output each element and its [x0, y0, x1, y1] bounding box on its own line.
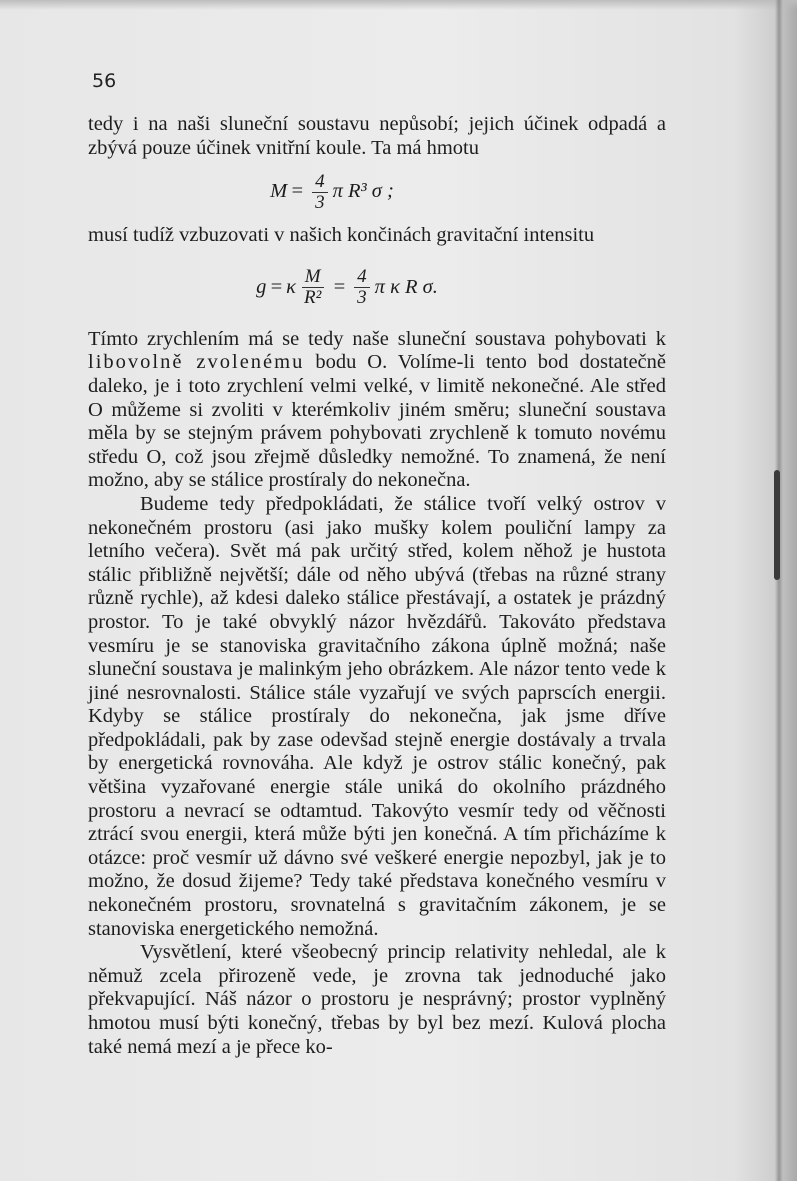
eq1-fraction	[312, 172, 328, 213]
equation-mass	[88, 166, 666, 218]
eq2-equals-2: =	[332, 275, 347, 298]
eq1-lhs: M	[270, 180, 288, 203]
paragraph-2: musí tudíž vzbuzovati v našich končinách gravitační intensitu	[88, 224, 595, 247]
binding-thread	[774, 470, 780, 580]
eq2-frac1-denominator: R²	[304, 287, 322, 309]
eq2-frac2-numerator: 4	[354, 267, 370, 288]
eq1-frac-denominator: 3	[315, 191, 325, 213]
paragraph-3-end: bodu O. Volíme-li tento bod dostatečně daleko, je i toto zrychlení velmi velké, v limitě nekonečné. Ale střed O můžeme si zvoliti v kterémkoliv jiném směru; sluneční soustava měla by se stejným právem pohybovati zrychleně k tomuto novému středu O, což jsou zřejmě důsledky nemožné. To znamená, že není možno, aby se stálice prostíraly do nekonečna.	[88, 351, 667, 492]
paragraph-5: Vysvětlení, které všeobecný princip relativity nehledal, ale k němuž zcela přirozeně vede, je zrovna tak jednoduché jako překvapující. Náš názor o prostoru je nesprávný; prostor vyplněný hmotou musí býti konečný, třebas by byl bez mezí. Kulová plocha také nemá mezí a je přece ko-	[88, 941, 666, 1058]
paragraph-3-emphasis: libovolně zvolenému	[88, 351, 305, 374]
eq2-kappa: κ	[286, 275, 297, 298]
eq2-frac2-denominator: 3	[357, 287, 367, 309]
eq2-frac1-numerator: M	[302, 267, 324, 288]
paragraph-3	[88, 328, 666, 493]
paragraph-3-start: Tímto zrychlením má se tedy naše sluneční soustava pohybovati k	[88, 327, 666, 350]
eq1-equals: =	[290, 180, 305, 203]
eq2-rest: π κ R σ.	[374, 275, 438, 298]
eq1-frac-numerator: 4	[312, 172, 328, 193]
page-number: 56	[92, 70, 117, 92]
eq2-lhs: g	[256, 275, 267, 298]
equation-intensity	[88, 254, 666, 322]
paragraph-1: tedy i na naši sluneční soustavu nepůsobí; jejich účinek odpadá a zbývá pouze účinek vnitřní koule. Ta má hmotu	[88, 113, 666, 159]
binding-shadow	[775, 0, 783, 1181]
paragraph-4: Budeme tedy předpokládati, že stálice tvoří velký ostrov v nekonečném prostoru (asi jako mušky kolem pouliční lampy za letního večera). Svět má pak určitý střed, kolem něhož je hustota stálic přibližně největší; dále od něho ubývá (třebas na různé strany různě rychle), až kdesi daleko stálice přestávají, a ostatek je prázdný prostor. To je také obvyklý názor hvězdářů. Takováto představa vesmíru je se stanoviska gravitačního zákona úplně možná; naše sluneční soustava je malinkým jeho obrázkem. Ale názor tento vede k jiné nesrovnalosti. Stálice stále vyzařují ve svých paprscích energii. Kdyby se stálice prostíraly do nekonečna, jak jsme dříve předpokládali, pak by zase odevšad stejně energie dostávaly a trvala by energetická rovnováha. Ale když je ostrov stálic konečný, pak většina vyzařované energie stále uniká do okolního prázdného prostoru a nevrací se odtamtud. Takovýto vesmír tedy od věčnosti ztrácí svou energii, která může býti jen konečná. A tím přicházíme k otázce: proč vesmír už dávno své veškeré energie nepozbyl, jak je to možno, že dosud žijeme? Tedy také představa konečného vesmíru v nekonečném prostoru, srovnatelná s gravitačním zákonem, je se stanoviska energetického nemožná.	[88, 492, 666, 940]
eq1-rest: π R³ σ ;	[332, 180, 394, 203]
top-edge-shadow	[0, 0, 797, 10]
eq2-fraction-1	[301, 267, 324, 308]
eq2-fraction-2	[354, 267, 370, 308]
eq2-equals: =	[269, 275, 284, 298]
body-text	[88, 113, 666, 1059]
